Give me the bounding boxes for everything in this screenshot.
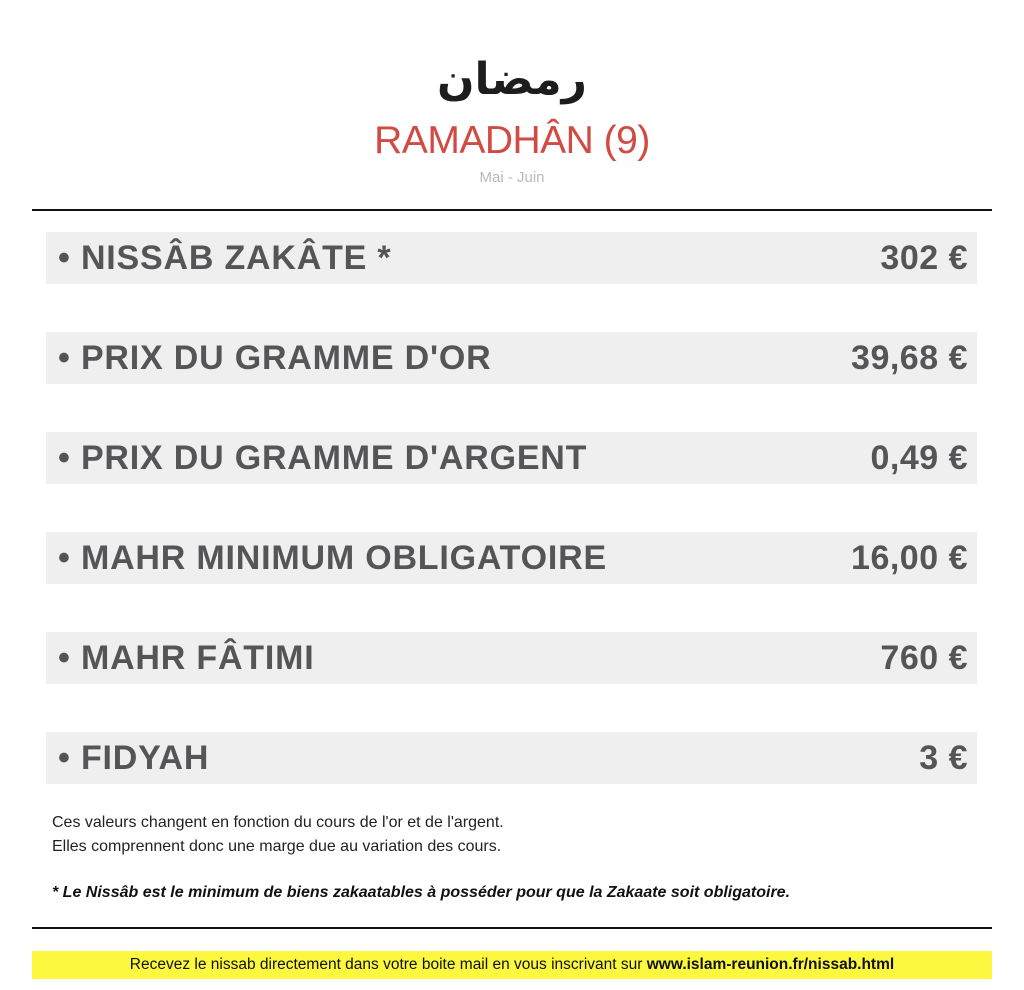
list-item-fidyah <box>46 732 977 784</box>
row-value: 760 € <box>880 639 968 677</box>
row-value: 302 € <box>880 239 968 277</box>
row-label: • MAHR FÂTIMI <box>58 639 315 677</box>
row-value: 39,68 € <box>851 339 968 377</box>
row-value: 0,49 € <box>870 439 968 477</box>
subscribe-banner <box>32 951 992 979</box>
list-item-gold-price <box>46 332 977 384</box>
period-subtitle: Mai - Juin <box>479 169 545 186</box>
row-label: • MAHR MINIMUM OBLIGATOIRE <box>58 539 607 577</box>
row-value: 16,00 € <box>851 539 968 577</box>
row-value: 3 € <box>919 739 968 777</box>
note-line-1: Ces valeurs changent en fonction du cours de l'or et de l'argent. <box>52 814 504 831</box>
list-item-nissab <box>46 232 977 284</box>
row-label: • PRIX DU GRAMME D'OR <box>58 339 492 377</box>
list-item-mahr-fatimi <box>46 632 977 684</box>
bottom-divider <box>32 927 992 929</box>
top-divider <box>32 209 992 211</box>
list-item-mahr-minimum <box>46 532 977 584</box>
nissab-link[interactable]: www.islam-reunion.fr/nissab.html <box>646 956 895 973</box>
arabic-title: رمضان <box>436 54 587 105</box>
banner-text: Recevez le nissab directement dans votre boite mail en vous inscrivant sur <box>129 956 647 973</box>
page-title: RAMADHÂN (9) <box>374 119 650 162</box>
row-label: • FIDYAH <box>58 739 210 777</box>
row-label: • PRIX DU GRAMME D'ARGENT <box>58 439 588 477</box>
note-line-2: Elles comprennent donc une marge due au variation des cours. <box>52 838 502 855</box>
list-item-silver-price <box>46 432 977 484</box>
footnote: * Le Nissâb est le minimum de biens zakaatables à posséder pour que la Zakaate soit obligatoire. <box>52 884 791 901</box>
row-label: • NISSÂB ZAKÂTE * <box>58 239 392 277</box>
values-list <box>46 232 977 832</box>
